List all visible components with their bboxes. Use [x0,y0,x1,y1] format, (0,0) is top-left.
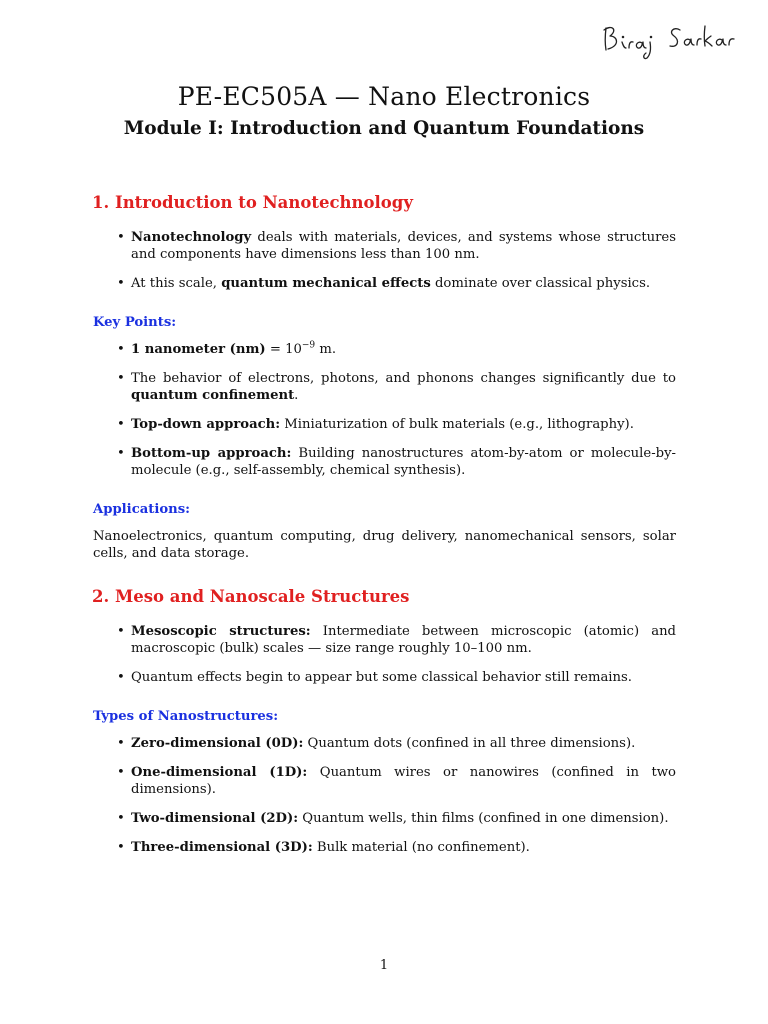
exponent: −9 [301,340,316,351]
section-heading-2: 2. Meso and Nanoscale Structures [92,587,410,606]
list-item: • Bottom-up approach: Building nanostructures atom-by-atom or molecule-by-molecule (e.g., self-assembly, chemical synthesis). [117,446,676,478]
list-item: • The behavior of electrons, photons, and phonons changes significantly due to quantum confinement. [117,371,676,403]
bold-term: Bottom-up approach: [131,446,292,461]
bold-term: Nanotechnology [131,230,252,245]
bold-term: Mesoscopic structures: [131,624,311,639]
bold-term: Zero-dimensional (0D): [131,736,304,751]
types-list [93,735,676,856]
applications-paragraph: Nanoelectronics, quantum computing, drug delivery, nanomechanical sensors, solar cells, and data storage. [93,529,676,561]
item-text: The behavior of electrons, photons, and phonons changes significantly due to [131,371,676,386]
item-text: At this scale, [131,276,222,291]
section2-bullet-list [93,623,676,686]
list-item: • One-dimensional (1D): Quantum wires or nanowires (confined in two dimensions). [117,765,676,797]
item-text: Quantum dots (confined in all three dimensions). [303,736,636,751]
item-text: . [294,388,299,403]
list-item: • Zero-dimensional (0D): Quantum dots (confined in all three dimensions). [117,736,636,751]
bold-term: quantum mechanical effects [221,276,431,291]
document-title: PE-EC505A — Nano Electronics [177,82,591,111]
document-subtitle: Module I: Introduction and Quantum Foundations [123,118,645,139]
item-text: m. [315,342,337,357]
item-text: deals with materials, devices, and systems whose structures and components have dimensions less than 100 nm. [131,230,676,262]
item-text: Miniaturization of bulk materials (e.g., lithography). [280,417,634,432]
bold-term: Two-dimensional (2D): [131,811,299,826]
list-item: • Three-dimensional (3D): Bulk material (no confinement). [117,840,530,855]
bold-term: One-dimensional (1D): [131,765,308,780]
section-heading-1: 1. Introduction to Nanotechnology [92,193,413,212]
types-heading: Types of Nanostructures: [93,709,279,724]
item-text: Quantum effects begin to appear but some classical behavior still remains. [131,670,632,685]
handwritten-signature [598,18,758,62]
bold-term: 1 nanometer (nm) [131,342,266,357]
list-item: • Top-down approach: Miniaturization of bulk materials (e.g., lithography). [117,417,634,432]
section1-bullet-list [93,229,676,292]
item-text: Intermediate between microscopic (atomic) and macroscopic (bulk) scales — size range roughly 10–100 nm. [131,624,677,656]
item-text: Quantum wires or nanowires (confined in two dimensions). [131,765,676,797]
applications-heading: Applications: [93,502,191,517]
list-item: • 1 nanometer $(nm) = 10^{-9}$ m. [117,340,337,357]
item-text: Quantum wells, thin films (confined in one dimension). [298,811,669,826]
bold-term: quantum confinement [131,388,295,403]
list-item: • At this scale, quantum mechanical effects dominate over classical physics. [117,276,651,291]
item-text: = 10 [265,342,302,357]
signature-drawing [598,18,758,62]
item-text: Bulk material (no confinement). [312,840,530,855]
list-item: • Quantum effects begin to appear but some classical behavior still remains. [117,670,632,685]
page-number: 1 [379,958,389,973]
bold-term: Top-down approach: [131,417,281,432]
list-item: • Mesoscopic structures: Intermediate between microscopic (atomic) and macroscopic (bulk) scales — size range roughly 10–100 nm. [117,624,677,656]
bold-term: Three-dimensional (3D): [131,840,313,855]
key-points-heading: Key Points: [93,315,177,330]
document-body [93,194,676,868]
list-item: • Nanotechnology deals with materials, devices, and systems whose structures and components have dimensions less than 100 nm. [117,230,676,262]
item-text: Building nanostructures atom-by-atom or molecule-by-molecule (e.g., self-assembly, chemical synthesis). [131,446,676,478]
list-item: • Two-dimensional (2D): Quantum wells, thin films (confined in one dimension). [117,811,669,826]
key-points-list [93,341,676,479]
item-text: dominate over classical physics. [430,276,651,291]
